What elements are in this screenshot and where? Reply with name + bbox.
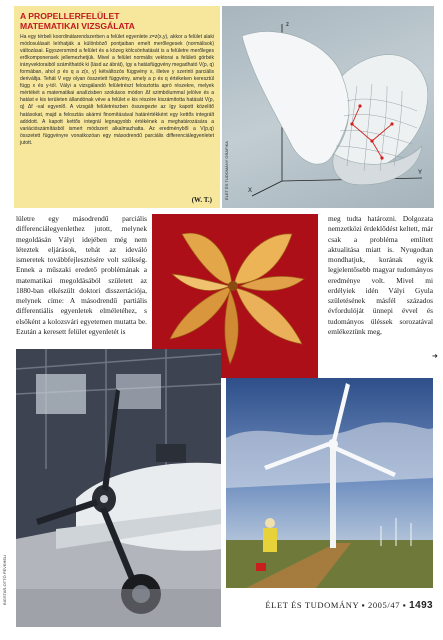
graph-credit: ÉLET ÉS TUDOMÁNY GRAFIKA	[224, 141, 229, 200]
page-footer	[265, 600, 433, 611]
y-axis-label: Y	[418, 170, 423, 176]
wind-turbine-graphic	[226, 378, 433, 588]
footer-separator: ▪	[361, 600, 366, 610]
footer-magazine: ÉLET ÉS TUDOMÁNY	[265, 600, 359, 610]
graph-svg	[222, 6, 434, 208]
footer-issue: 2005/47	[367, 600, 401, 610]
article-column-2: meg tudta határozni. Dolgozata nemzetközi érdeklődést keltett, már csak a probléma említett aktualitása miatt is. Nyugodtan mondhatjuk, korának egyik legjelentősebb magyar tudományos eredménye volt. Mivel mi erdélyiek idén Vályi Gyula születésének másfél százados évfordulóját ünnepi évvel és tudományos üléssek sorozatával emlékeztünk meg,	[328, 214, 433, 336]
wind-turbine-photo	[226, 378, 433, 588]
x-axis-label: X	[248, 188, 253, 194]
x-axis-line	[252, 181, 282, 196]
sidebar-signature: (W. T.)	[191, 196, 212, 204]
airplane-propeller-photo	[16, 349, 221, 627]
blade-left	[242, 32, 349, 165]
sidebar-title	[20, 11, 214, 31]
footer-separator: ▪	[402, 600, 407, 610]
z-axis-label: z	[286, 22, 289, 28]
page-number: 1493	[409, 600, 433, 611]
sidebar-title-line2: MATEMATIKAI VIZSGÁLATA	[20, 21, 135, 31]
airplane-graphic	[16, 349, 221, 627]
photo-side-credit: BIGSTAR-OTTÓ PÉVEHELI	[2, 554, 7, 605]
continue-arrow-icon: ➜	[432, 352, 438, 360]
sidebar-box	[14, 6, 220, 208]
article-column-1: lületre egy másodrendű parciális differenciálegyenlethez jutott, melynek megoldásán Vályi idejében még nem léteztek eljárások, tehát az ideváló ismeretek továbbfejlesztésére volt szükség. Ennek a műszaki eredető problémának a matematikai megoldásából született az 1880-ban elkészült doktori disszertációja, melynek címe: A másodrendű partiális differentiális egyenletek elméletéhez, s elsőként a kolozsvári egyetemen mutatta be. Ezután a keresett felület egyenletét is	[16, 214, 147, 336]
sidebar-title-line1: A PROPELLERFELÜLET	[20, 11, 120, 21]
sidebar-paragraph: Ha egy térbeli koordinátarendszerben a felület egyenlete z=z(x,y), akkor a felület alaki módosulásait leírhatják a különböző pontjaiban emelt merőlegesek (normálisok) változásai. Egyszersmind a felület és a közeg kölcsönhatását is a felületre merőleges erőkomponensek jellemezhetjük. Mivel a felület normális vektorai a felületi görbék irányvektoraiból számíthatók ki (lásd az ábrát), így a hatásfüggvény megadható V(p, q) formában, ahol p és q a z(x, y) kétváltozós függvény x, illetve y szerinti parciális deriváltja. Tehát V egy olyan összetett függvény, amely a p és q értékeken keresztül függ x és y-tól. Vályi a vizsgálandó felületrészt felosztotta apró részekre, melyek mértékét a matematikai analízisben szokásos módon Δf szimbólummal jelölve és a hatást e kis területen állandónak véve a felület e kis részére kiszámította hatását V(p, q) Δf -val egyenlő. A vizsgált felületrészben összegezte az így kapott közelítő hatásokat, majd a felosztás akármi finomításával határértékként egy kettős integrált adódott. A kapott kettős integrál legnagyobb értékének a meghatározására a variációszámításból ismert módszert alkalmazhatta. Az eredményből a V(p,q) összetett függvényre vonatkozóan egy másodrendű parciális differenciálegyenletet jutott.	[20, 34, 214, 146]
propeller-surface-graph	[222, 6, 434, 208]
